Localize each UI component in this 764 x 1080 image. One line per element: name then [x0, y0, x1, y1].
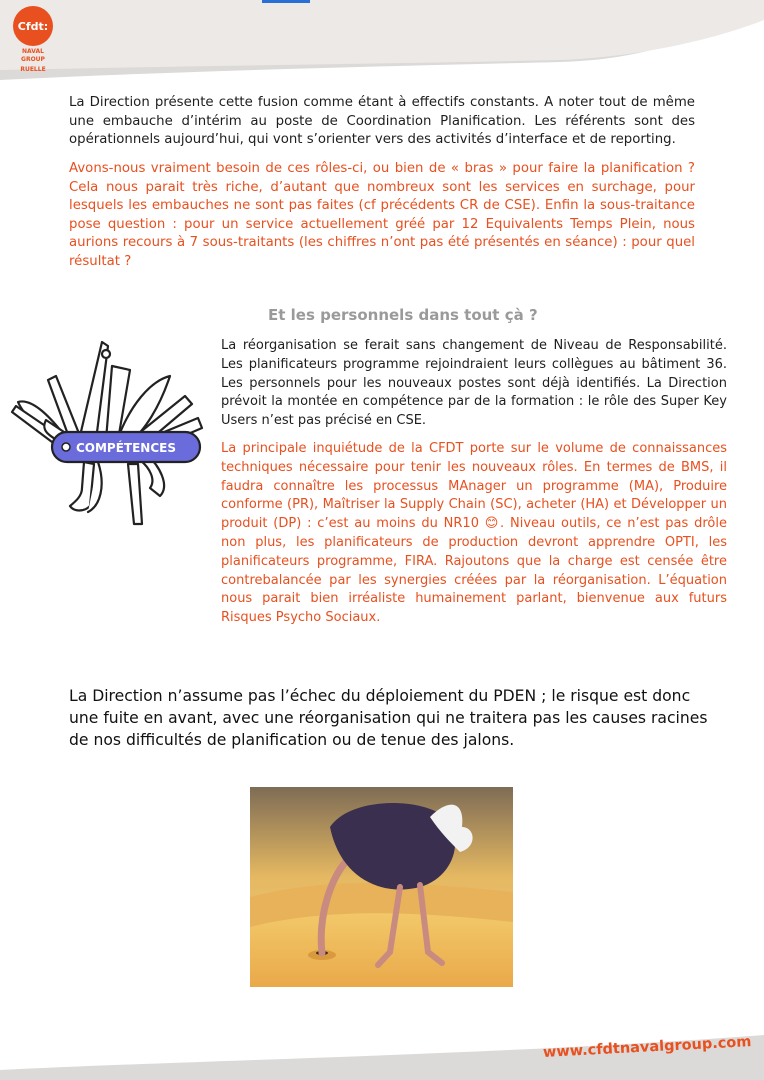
intro-comment: Avons-nous vraiment besoin de ces rôles-ci, ou bien de « bras » pour faire la planification ? Cela nous parait très riche, d’autant que nombreux sont les services en surchage, pour lesquels les embauches ne sont pas faites (cf précédents CR de CSE). Enfin la sous-traitance pose question : pour un service actuellement gréé par 12 Equivalents Temps Plein, nous aurions recours à 7 sous-traitants (les chiffres n’ont pas été présentés en séance) : pour quel résultat ?	[69, 161, 695, 269]
ostrich-illustration	[250, 787, 513, 987]
header-accent-line	[262, 0, 310, 3]
logo-line1: NAVAL GROUP	[21, 48, 45, 63]
section-title: Et les personnels dans tout çà ?	[268, 306, 538, 324]
conclusion-text: La Direction n’assume pas l’échec du déploiement du PDEN ; le risque est donc une fuite en avant, avec une réorganisation qui ne traitera pas les causes racines de nos difficultés de planification ou de tenue des jalons.	[69, 687, 708, 749]
website-link[interactable]: www.cfdtnavalgroup.com	[542, 1034, 752, 1061]
intro-paragraph: La Direction présente cette fusion comme étant à effectifs constants. A noter tout de même une embauche d’intérim au poste de Coordination Planification. Les référents sont des opérationnels aujourd’hui, qui vont s’orienter vers des activités d’interface et de reporting.	[69, 95, 695, 147]
logo-line2: RUELLE	[20, 66, 46, 73]
cfdt-logo[interactable]	[10, 6, 56, 74]
logo-badge: Cfdt:	[13, 6, 53, 46]
header-band	[0, 0, 764, 90]
competences-knife-illustration	[10, 336, 212, 532]
section-comment: La principale inquiétude de la CFDT porte sur le volume de connaissances techniques nécessaire pour tenir les nouveaux rôles. En termes de BMS, il faudra connaître les processus MAnager un programme (MA), Produire conforme (PR), Maîtriser la Supply Chain (SC), acheter (HA) et Développer un produit (DP) : c’est au moins du NR10 😊. Niveau outils, ce n’est pas drôle non plus, les planificateurs de production devront apprendre OPTI, les planificateurs programme, FIRA. Rajoutons que la charge est censée être contrebalancée par les synergies créées par la réorganisation. L’équation nous parait bien irréaliste humainement parlant, bienvenue aux futurs Risques Psycho Sociaux.	[221, 441, 727, 626]
competences-badge-label: COMPÉTENCES	[75, 441, 177, 455]
section-paragraph: La réorganisation se ferait sans changement de Niveau de Responsabilité. Les planificateurs programme rejoindraient leurs collègues au bâtiment 36. Les personnels pour les nouveaux postes sont déjà identifiés. La Direction prévoit la montée en compétence par de la formation : le rôle des Super Key Users n’est pas précisé en CSE.	[221, 338, 727, 429]
